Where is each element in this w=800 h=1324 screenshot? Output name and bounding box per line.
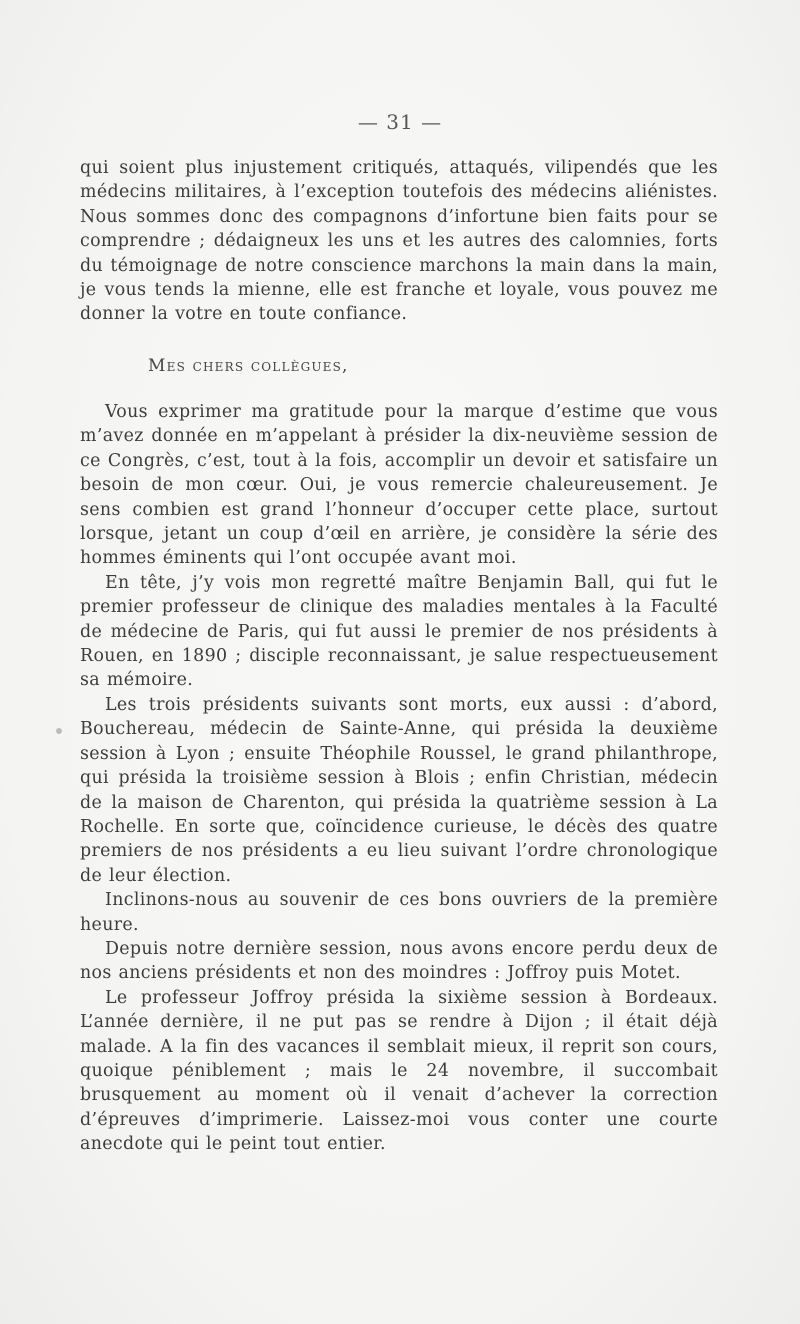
intro-paragraph-block xyxy=(80,156,718,327)
paragraph-recent-losses: Depuis notre dernière session, nous avons encore perdu deux de nos anciens présidents et non des moindres : Joffroy puis Motet. xyxy=(80,938,718,984)
paper-speck xyxy=(56,728,62,734)
main-text-block xyxy=(80,400,718,1157)
paragraph-gratitude: Vous exprimer ma gratitude pour la marque d’estime que vous m’avez donnée en m’appelant à présider la dix-neuvième session de ce Congrès, c’est, tout à la fois, accomplir un devoir et satisfaire un besoin de mon cœur. Oui, je vous remercie chaleureusement. Je sens combien est grand l’honneur d’occuper cette place, surtout lorsque, jetant un coup d’œil en arrière, je considère la série des hommes éminents qui l’ont occupée avant moi. xyxy=(80,402,718,569)
intro-paragraph: qui soient plus injustement critiqués, attaqués, vilipendés que les médecins militaires, à l’exception toutefois des médecins aliénistes. Nous sommes donc des compagnons d’infortune bien faits pour se comprendre ; dédaigneux les uns et les autres des calomnies, forts du témoignage de notre conscience marchons la main dans la main, je vous tends la mienne, elle est franche et loyale, vous pouvez me donner la votre en toute confiance. xyxy=(80,158,718,325)
paragraph-homage: Inclinons-nous au souvenir de ces bons ouvriers de la première heure. xyxy=(80,890,718,935)
paragraph-three-presidents: Les trois présidents suivants sont morts, eux aussi : d’abord, Bouchereau, médecin de Sainte-Anne, qui présida la deuxième session à Lyon ; ensuite Théophile Roussel, le grand philanthrope, qui présida la troisième session à Blois ; enfin Christian, médecin de la maison de Charenton, qui présida la quatrième session à La Rochelle. En sorte que, coïncidence curieuse, le décès des quatre premiers de nos présidents a eu lieu suivant l’ordre chronologique de leur élection. xyxy=(80,694,718,886)
page-number: — 31 — xyxy=(357,110,443,134)
salutation: Mes chers collègues, xyxy=(148,356,349,376)
paragraph-joffroy: Le professeur Joffroy présida la sixième session à Bordeaux. L’année dernière, il ne put pas se rendre à Dijon ; il était déjà malade. A la fin des vacances il semblait mieux, il reprit son cours, quoique péniblement ; mais le 24 novembre, il succombait brusquement au moment où il venait d’achever la correction d’épreuves d’imprimerie. Laissez-moi vous conter une courte anecdote qui le peint tout entier. xyxy=(80,987,718,1155)
paragraph-benjamin-ball: En tête, j’y vois mon regretté maître Benjamin Ball, qui fut le premier professeur de clinique des maladies mentales à la Faculté de médecine de Paris, qui fut aussi le premier de nos présidents à Rouen, en 1890 ; disciple reconnaissant, je salue respectueusement sa mémoire. xyxy=(80,572,718,691)
